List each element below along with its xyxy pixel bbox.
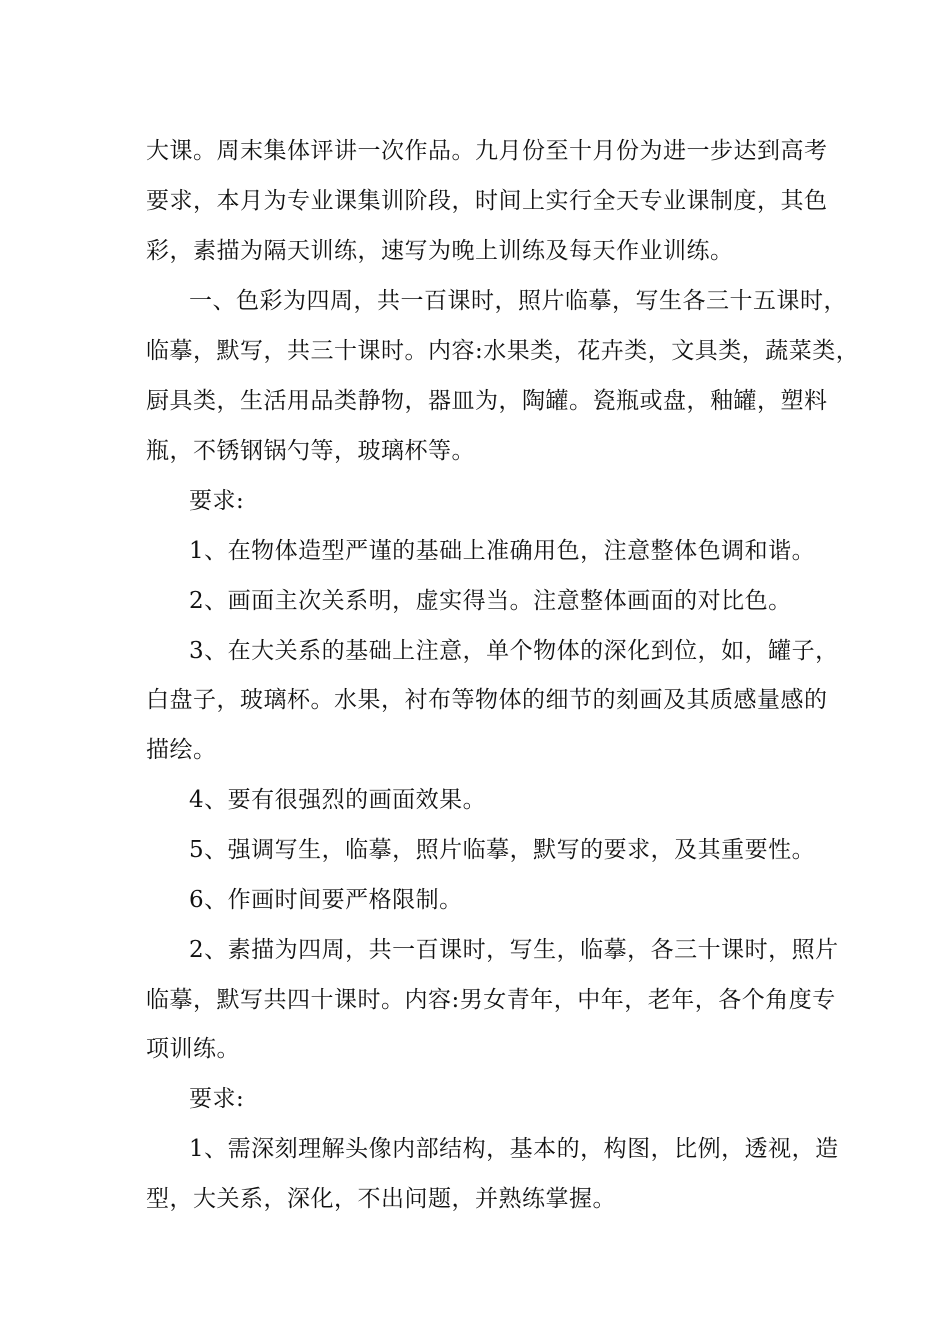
text-line: 大课。周末集体评讲一次作品。九月份至十月份为进一步达到高考 [146, 138, 828, 164]
text-line: 厨具类，生活用品类静物，器皿为，陶罐。瓷瓶或盘，釉罐，塑料 [146, 388, 828, 414]
text-line: 白盘子，玻璃杯。水果，衬布等物体的细节的刻画及其质感量感的 [146, 687, 828, 713]
text-line: 5、强调写生，临摹，照片临摹，默写的要求，及其重要性。 [189, 837, 816, 863]
text-line: 临摹，默写，共三十课时。内容:水果类，花卉类，文具类，蔬菜类， [146, 338, 860, 364]
text-line: 临摹，默写共四十课时。内容:男女青年，中年，老年，各个角度专 [146, 987, 836, 1013]
text-line: 1、需深刻理解头像内部结构，基本的，构图，比例，透视，造 [189, 1136, 839, 1162]
text-line: 6、作画时间要严格限制。 [189, 887, 463, 913]
text-line: 要求: [189, 1086, 245, 1112]
text-line: 一、色彩为四周，共一百课时，照片临摹，写生各三十五课时， [189, 288, 847, 314]
text-line: 瓶，不锈钢锅勺等，玻璃杯等。 [146, 438, 475, 464]
text-line: 3、在大关系的基础上注意，单个物体的深化到位，如，罐子， [189, 638, 839, 664]
text-line: 4、要有很强烈的画面效果。 [189, 787, 487, 813]
text-line: 描绘。 [146, 737, 217, 763]
text-line: 2、素描为四周，共一百课时，写生，临摹，各三十课时，照片 [189, 937, 839, 963]
text-line: 项训练。 [146, 1036, 240, 1062]
text-line: 彩，素描为隔天训练，速写为晚上训练及每天作业训练。 [146, 238, 734, 264]
text-line: 要求，本月为专业课集训阶段，时间上实行全天专业课制度，其色 [146, 188, 828, 214]
text-line: 1、在物体造型严谨的基础上准确用色，注意整体色调和谐。 [189, 538, 816, 564]
text-line: 要求: [189, 488, 245, 514]
text-line: 型，大关系，深化，不出问题，并熟练掌握。 [146, 1186, 616, 1212]
text-line: 2、画面主次关系明，虚实得当。注意整体画面的对比色。 [189, 588, 792, 614]
